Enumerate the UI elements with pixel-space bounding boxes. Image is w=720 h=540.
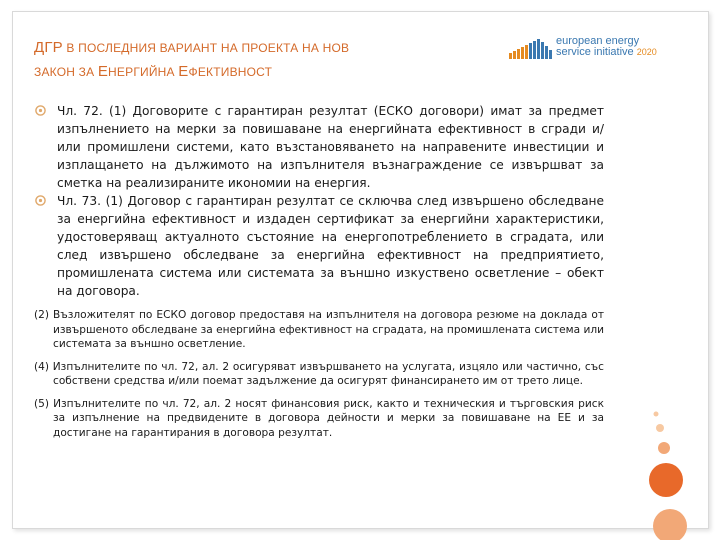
title-text: НЕРГИЙНА xyxy=(108,65,179,79)
title-cap: Е xyxy=(97,63,109,80)
logo-line-1: european energy xyxy=(556,35,640,47)
bullet-marker-icon xyxy=(34,104,47,117)
slide-title xyxy=(34,36,464,84)
title-line-1 xyxy=(34,36,464,60)
bullet-text: Чл. 73. (1) Договор с гарантиран резултат се сключва след извършено обследване за енергийна ефективност и издаден сертификат за енергийни характеристики, удостоверяващ актуалното състояние на енергопотреблението в сградата, или след извършено обследване за енергийна ефективност на предприятието, промишлената система или системата за външно изкуствено осветление – обект на договора. xyxy=(57,194,604,298)
title-cap: ДГР xyxy=(34,39,63,56)
logo-text xyxy=(556,36,657,58)
logo-year: 2020 xyxy=(636,47,657,57)
slide-body xyxy=(34,102,604,445)
title-cap: Е xyxy=(178,63,189,80)
bullet-text: Чл. 72. (1) Договорите с гарантиран резултат (ЕСКО договори) имат за предмет изпълнението на мерки за повишаване на енергийната ефективност в сгради и/или промишлени системи, като възстановяването на направените инвестиции и изплащането на дължимото на изпълнителя възнаграждение се извършват за сметка на реализираните икономии на енергия. xyxy=(57,104,604,190)
title-text: ФЕКТИВНОСТ xyxy=(188,65,273,79)
sub-paragraph: (5) Изпълнителите по чл. 72, ал. 2 носят финансовия риск, както и техническия и търговския риск за изпълнение на предвидените в договора дейности и мерки за повишаване на ЕЕ и за достигане на гарантирания в договора резултат. xyxy=(34,397,604,439)
logo-line-2 xyxy=(556,47,657,58)
decorative-circles-icon xyxy=(630,410,700,540)
bullet-marker-icon xyxy=(34,194,47,207)
sub-paragraph: (2) Възложителят по ЕСКО договор предоставя на изпълнителя на договора резюме на доклада от извършеното обследване за енергийна ефективност на сградата, на промишлената система или системата за външно осветление. xyxy=(34,309,604,350)
eesi-logo xyxy=(509,33,684,67)
title-line-2 xyxy=(34,60,464,84)
bullet-item xyxy=(34,192,604,300)
logo-line-2-text: service initiative xyxy=(556,46,634,58)
title-text: В ПОСЛЕДНИЯ ВАРИАНТ НА ПРОЕКТА НА НОВ xyxy=(62,41,350,55)
sub-paragraph: (4) Изпълнителите по чл. 72, ал. 2 осигуряват извършването на услугата, изцяло или частично, със собствени средства и/или поемат задължение да осигурят финансирането им от трето лице. xyxy=(34,360,604,387)
bar-chart-logo-icon xyxy=(509,37,553,59)
title-text: ЗАКОН ЗА xyxy=(34,65,98,79)
bullet-item xyxy=(34,102,604,192)
